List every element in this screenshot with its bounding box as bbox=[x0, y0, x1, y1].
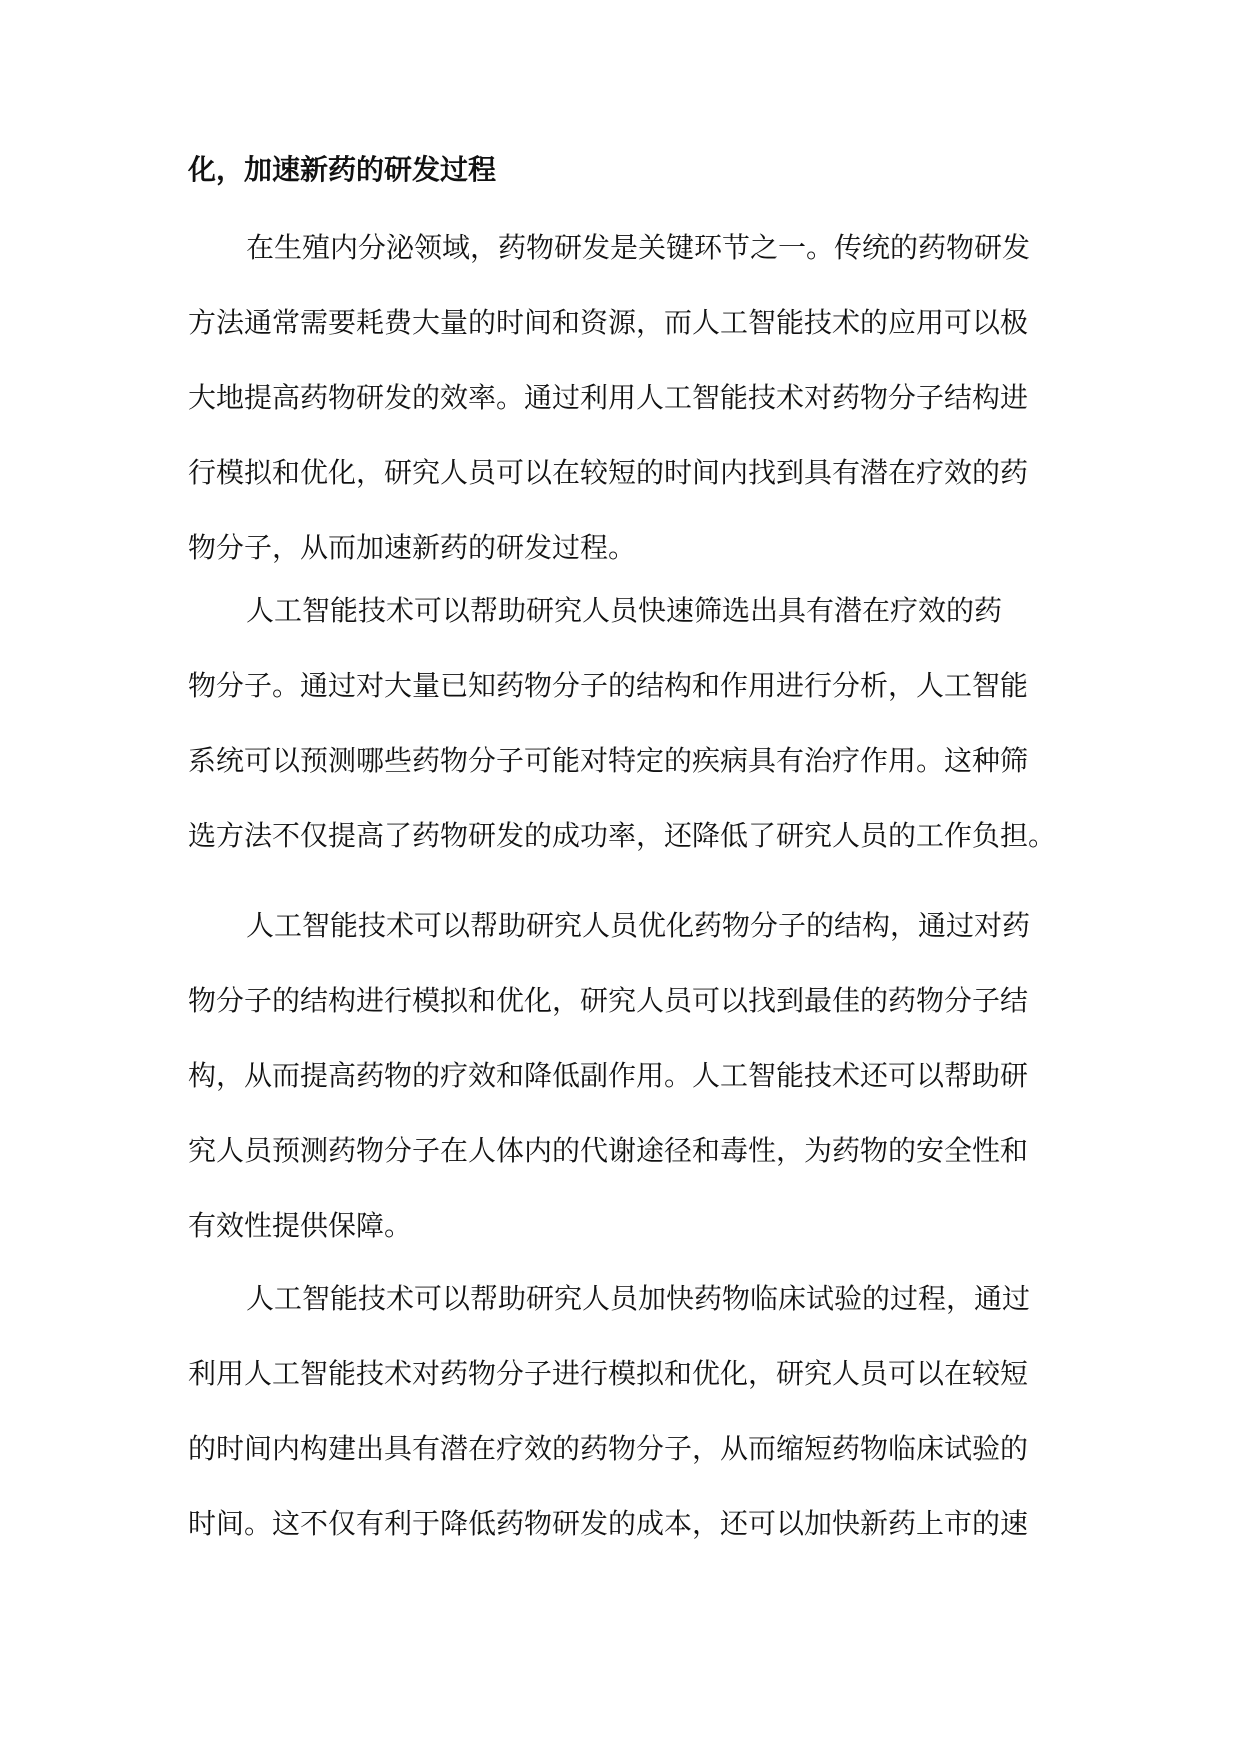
paragraph-line: 人工智能技术可以帮助研究人员优化药物分子的结构，通过对药 bbox=[246, 909, 1031, 942]
paragraph-line: 有效性提供保障。 bbox=[188, 1209, 413, 1242]
paragraph-line: 利用人工智能技术对药物分子进行模拟和优化，研究人员可以在较短 bbox=[188, 1357, 1029, 1390]
paragraph-line: 物分子的结构进行模拟和优化，研究人员可以找到最佳的药物分子结 bbox=[188, 984, 1029, 1017]
paragraph-line: 选方法不仅提高了药物研发的成功率，还降低了研究人员的工作负担。 bbox=[188, 819, 1057, 852]
paragraph-structure-optimization bbox=[188, 888, 1068, 1263]
paragraph-line: 大地提高药物研发的效率。通过利用人工智能技术对药物分子结构进 bbox=[188, 381, 1029, 414]
paragraph-drug-research-intro bbox=[188, 210, 1068, 585]
paragraph-line: 行模拟和优化，研究人员可以在较短的时间内找到具有潜在疗效的药 bbox=[188, 456, 1029, 489]
section-heading: 化，加速新药的研发过程 bbox=[188, 153, 497, 186]
paragraph-line: 究人员预测药物分子在人体内的代谢途径和毒性，为药物的安全性和 bbox=[188, 1134, 1029, 1167]
paragraph-screening bbox=[188, 573, 1068, 873]
paragraph-line: 方法通常需要耗费大量的时间和资源，而人工智能技术的应用可以极 bbox=[188, 306, 1029, 339]
paragraph-line: 人工智能技术可以帮助研究人员加快药物临床试验的过程，通过 bbox=[246, 1282, 1031, 1315]
paragraph-line: 物分子。通过对大量已知药物分子的结构和作用进行分析，人工智能 bbox=[188, 669, 1029, 702]
paragraph-clinical-trials bbox=[188, 1261, 1068, 1561]
paragraph-line: 人工智能技术可以帮助研究人员快速筛选出具有潜在疗效的药 bbox=[246, 594, 1003, 627]
paragraph-line: 系统可以预测哪些药物分子可能对特定的疾病具有治疗作用。这种筛 bbox=[188, 744, 1029, 777]
paragraph-line: 时间。这不仅有利于降低药物研发的成本，还可以加快新药上市的速 bbox=[188, 1507, 1029, 1540]
paragraph-line: 的时间内构建出具有潜在疗效的药物分子，从而缩短药物临床试验的 bbox=[188, 1432, 1029, 1465]
paragraph-line: 在生殖内分泌领域，药物研发是关键环节之一。传统的药物研发 bbox=[246, 231, 1031, 264]
paragraph-line: 物分子，从而加速新药的研发过程。 bbox=[188, 531, 637, 564]
paragraph-line: 构，从而提高药物的疗效和降低副作用。人工智能技术还可以帮助研 bbox=[188, 1059, 1029, 1092]
